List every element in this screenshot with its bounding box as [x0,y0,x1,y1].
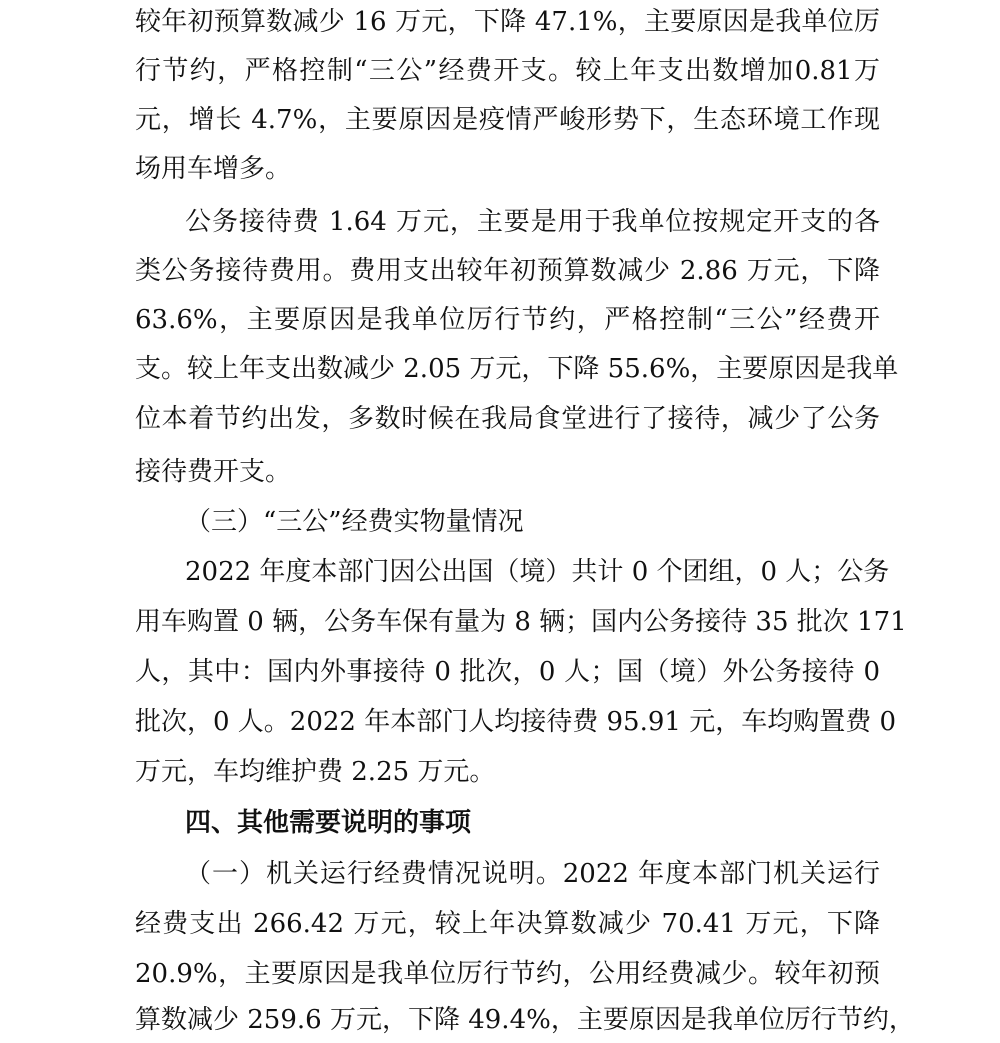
paragraph-line: 批次，0 人。2022 年本部门人均接待费 95.91 元，车均购置费 0 [135,707,897,737]
paragraph-line: 行节约，严格控制“三公”经费开支。较上年支出数增加0.81万 [135,56,880,86]
section-heading: 四、其他需要说明的事项 [185,808,472,838]
paragraph-line: 万元，车均维护费 2.25 万元。 [135,757,496,787]
section-subheading: （三）“三公”经费实物量情况 [185,507,524,537]
paragraph-line: 2022 年度本部门因公出国（境）共计 0 个团组，0 人；公务 [185,557,890,587]
paragraph-line: 63.6%，主要原因是我单位厉行节约，严格控制“三公”经费开 [135,305,880,335]
paragraph-line: 算数减少 259.6 万元，下降 49.4%，主要原因是我单位厉行节约， [135,1005,915,1035]
paragraph-line: 20.9%，主要原因是我单位厉行节约，公用经费减少。较年初预 [135,959,880,989]
paragraph-line: 用车购置 0 辆，公务车保有量为 8 辆；国内公务接待 35 批次 171 [135,607,907,637]
paragraph-line: 公务接待费 1.64 万元，主要是用于我单位按规定开支的各 [185,207,880,237]
paragraph-line: 元，增长 4.7%，主要原因是疫情严峻形势下，生态环境工作现 [135,105,880,135]
paragraph-line: 位本着节约出发，多数时候在我局食堂进行了接待，减少了公务 [135,404,880,434]
paragraph-line: 较年初预算数减少 16 万元，下降 47.1%，主要原因是我单位厉 [135,7,880,37]
paragraph-line: 类公务接待费用。费用支出较年初预算数减少 2.86 万元，下降 [135,256,880,286]
paragraph-line: 接待费开支。 [135,457,292,487]
paragraph-line: 支。较上年支出数减少 2.05 万元，下降 55.6%，主要原因是我单 [135,354,899,384]
paragraph-line: 场用车增多。 [135,154,292,184]
paragraph-line: 经费支出 266.42 万元，较上年决算数减少 70.41 万元，下降 [135,909,880,939]
paragraph-line: （一）机关运行经费情况说明。2022 年度本部门机关运行 [185,859,880,889]
paragraph-line: 人，其中：国内外事接待 0 批次，0 人；国（境）外公务接待 0 [135,657,880,687]
